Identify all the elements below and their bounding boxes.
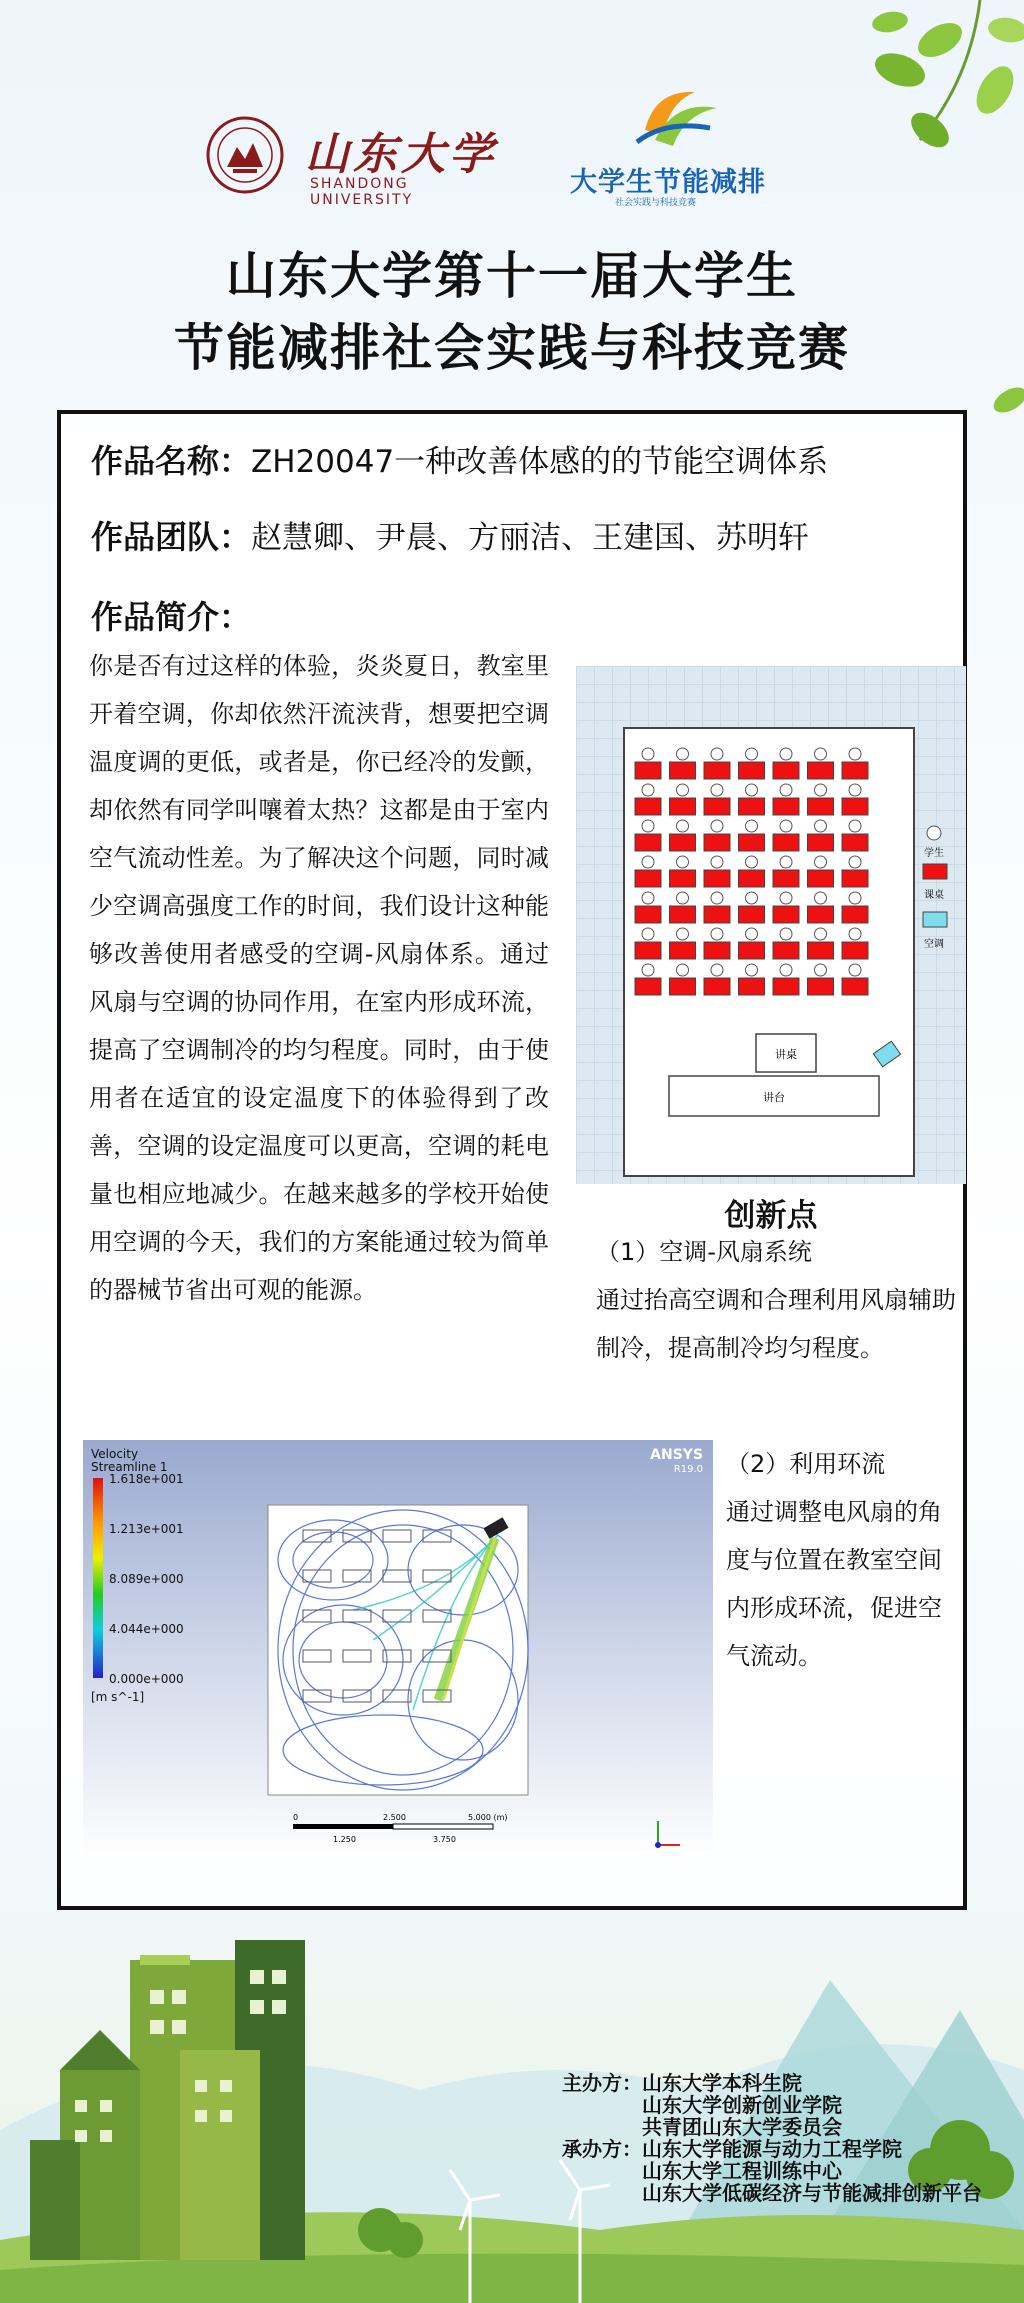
cfd-scale-label: 0 [293,1813,299,1822]
desk [635,834,661,851]
organizer-item: 山东大学工程训练中心 [642,2159,842,2183]
student-seat [642,784,654,796]
desk [773,834,799,851]
desk [704,762,730,779]
innovation-item-1-body: 通过抬高空调和合理利用风扇辅助制冷，提高制冷均匀程度。 [596,1286,956,1362]
desk [739,798,765,815]
competition-name: 大学生节能减排 [570,167,766,198]
work-intro-label: 作品简介： [91,598,252,636]
student-seat [780,748,792,760]
desk [704,870,730,887]
desk [808,834,834,851]
lectern-label: 讲桌 [775,1048,797,1061]
legend-desk-icon [923,864,947,879]
desk [739,978,765,995]
desk [739,870,765,887]
legend-student-icon [927,826,941,840]
student-seat [815,928,827,940]
desk [842,834,868,851]
student-seat [815,748,827,760]
student-seat [677,928,689,940]
student-seat [780,856,792,868]
student-seat [711,892,723,904]
student-seat [677,748,689,760]
student-seat [677,892,689,904]
desk [773,978,799,995]
desk [739,762,765,779]
desk [808,798,834,815]
work-team-label: 作品团队： [91,518,252,556]
cfd-colorbar [93,1478,103,1678]
cfd-streamlines [263,1500,543,1800]
desk [808,906,834,923]
desk [808,942,834,959]
desk [773,906,799,923]
sdu-logo [205,110,505,208]
desk [808,762,834,779]
student-seat [677,784,689,796]
work-intro-text: 你是否有过这样的体验，炎炎夏日，教室里开着空调，你却依然汗流浃背，想要把空调温度调的更低，或者是，你已经冷的发颤，却依然有同学叫嚷着太热？这都是由于室内空气流动性差。为了解决这个问题，同时减少空调高强度工作的时间，我们设计这种能够改善使用者感受的空调-风扇体系。通过风扇与空调的协同作用，在室内形成环流，提高了空调制冷的均匀程度。同时，由于使用者在适宜的设定温度下的体验得到了改善，空调的设定温度可以更高，空调的耗电量也相应地减少。在越来越多的学校开始使用空调的今天，我们的方案能通过较为简单的器械节省出可观的能源。 [89,652,549,1304]
cfd-scale-bar [283,1810,508,1850]
organizer-label: 承办方： [562,2137,642,2161]
desk [842,978,868,995]
student-seat [677,820,689,832]
work-name-row [91,436,828,482]
desk [704,978,730,995]
student-seat [711,820,723,832]
student-seat [780,964,792,976]
desk [635,870,661,887]
student-seat [780,892,792,904]
desk [670,870,696,887]
student-seat [642,748,654,760]
cfd-legend-quantity: Velocity [91,1447,139,1461]
student-seat [849,784,861,796]
host-item: 山东大学创新创业学院 [642,2093,842,2117]
cfd-brand: ANSYS [650,1447,703,1463]
podium-label: 讲台 [763,1091,785,1104]
cfd-streamline-image [83,1440,713,1860]
student-seat [642,820,654,832]
organizer-item: 山东大学低碳经济与节能减排创新平台 [642,2181,982,2205]
desk [635,762,661,779]
desk [739,834,765,851]
cfd-scale-label: 3.750 [433,1835,456,1844]
work-name-label: 作品名称： [91,442,252,480]
legend-ac-label: 空调 [924,939,944,950]
innovation-item-1-heading: （1）空调-风扇系统 [596,1238,812,1266]
cfd-scale-label: 5.000 (m) [468,1813,508,1822]
student-seat [849,964,861,976]
desk [808,978,834,995]
student-seat [780,928,792,940]
desk [739,906,765,923]
legend-student-label: 学生 [924,848,944,859]
cfd-tick: 4.044e+000 [109,1622,184,1636]
desk [704,834,730,851]
content-panel [57,410,967,1910]
desk [704,942,730,959]
cfd-brand-version: R19.0 [673,1464,703,1475]
desk [773,798,799,815]
desk [670,834,696,851]
student-seat [642,892,654,904]
competition-subtitle: 社会实践与科技竞赛 [615,198,697,208]
host-item: 共青团山东大学委员会 [642,2115,842,2139]
student-seat [746,748,758,760]
student-seat [849,928,861,940]
desk [670,978,696,995]
student-seat [815,964,827,976]
cfd-tick: 0.000e+000 [109,1672,184,1686]
student-seat [849,820,861,832]
host-label: 主办方： [562,2071,642,2095]
student-seat [746,964,758,976]
sdu-seal-icon [205,115,285,195]
student-seat [746,820,758,832]
work-name-value: ZH20047一种改善体感的的节能空调体系 [251,444,829,480]
student-seat [780,820,792,832]
student-seat [711,928,723,940]
desk [670,798,696,815]
organizer-row [562,2138,982,2160]
student-seat [642,856,654,868]
competition-mark-icon [625,80,725,155]
cfd-unit: [m s^-1] [91,1690,145,1704]
desk [704,906,730,923]
competition-logo [565,80,785,208]
desk [670,942,696,959]
desk [635,906,661,923]
legend-ac-icon [923,912,947,927]
student-seat [815,856,827,868]
desk [842,798,868,815]
desk [842,942,868,959]
innovation-item-2-body: 通过调整电风扇的角度与位置在教室空间内形成环流，促进空气流动。 [726,1498,942,1670]
sdu-name-cn: 山东大学 [305,129,497,180]
desk [635,978,661,995]
buildings [30,1940,305,2260]
student-seat [711,784,723,796]
student-seat [642,964,654,976]
desk [670,906,696,923]
student-seat [815,892,827,904]
host-item: 山东大学本科生院 [642,2071,802,2095]
student-seat [746,928,758,940]
desk [773,870,799,887]
page-title-line-1: 山东大学第十一届大学生 [226,247,798,305]
cfd-tick: 1.618e+001 [109,1472,184,1486]
student-seat [746,856,758,868]
desk [808,870,834,887]
student-seat [849,748,861,760]
cfd-tick: 1.213e+001 [109,1522,184,1536]
innovation-item-2-heading: （2）利用环流 [726,1450,886,1478]
student-seat [677,964,689,976]
desk [704,798,730,815]
student-seat [746,892,758,904]
desk [739,942,765,959]
desk [773,942,799,959]
organizer-item: 山东大学能源与动力工程学院 [642,2137,902,2161]
student-seat [849,856,861,868]
student-seat [711,964,723,976]
student-seat [849,892,861,904]
cfd-legend-subtitle: Streamline 1 [91,1460,168,1474]
cfd-axis-triad-icon [648,1815,688,1855]
desk [842,870,868,887]
desk [635,798,661,815]
desk [842,762,868,779]
student-seat [711,856,723,868]
host-row [562,2072,982,2094]
innovation-title: 创新点 [724,1198,818,1234]
cfd-legend-title [91,1448,168,1474]
student-seat [780,784,792,796]
student-seat [815,784,827,796]
cfd-tick: 8.089e+000 [109,1572,184,1586]
student-seat [746,784,758,796]
work-team-row [91,512,809,558]
student-seat [642,928,654,940]
organizers-block [562,2072,982,2204]
legend-desk-label: 课桌 [924,890,944,901]
student-seat [711,748,723,760]
work-team-value: 赵慧卿、尹晨、方丽洁、王建国、苏明轩 [251,520,810,556]
student-seat [677,856,689,868]
cfd-scale-label: 2.500 [383,1813,406,1822]
cfd-scale-label: 1.250 [333,1835,356,1844]
desk [670,762,696,779]
desk [635,942,661,959]
sdu-name-en: SHANDONG UNIVERSITY [310,176,414,208]
page-title-line-2: 节能减排社会实践与科技竞赛 [174,319,850,377]
classroom-layout-diagram [576,666,966,1184]
student-seat [815,820,827,832]
desk [842,906,868,923]
desk [773,762,799,779]
